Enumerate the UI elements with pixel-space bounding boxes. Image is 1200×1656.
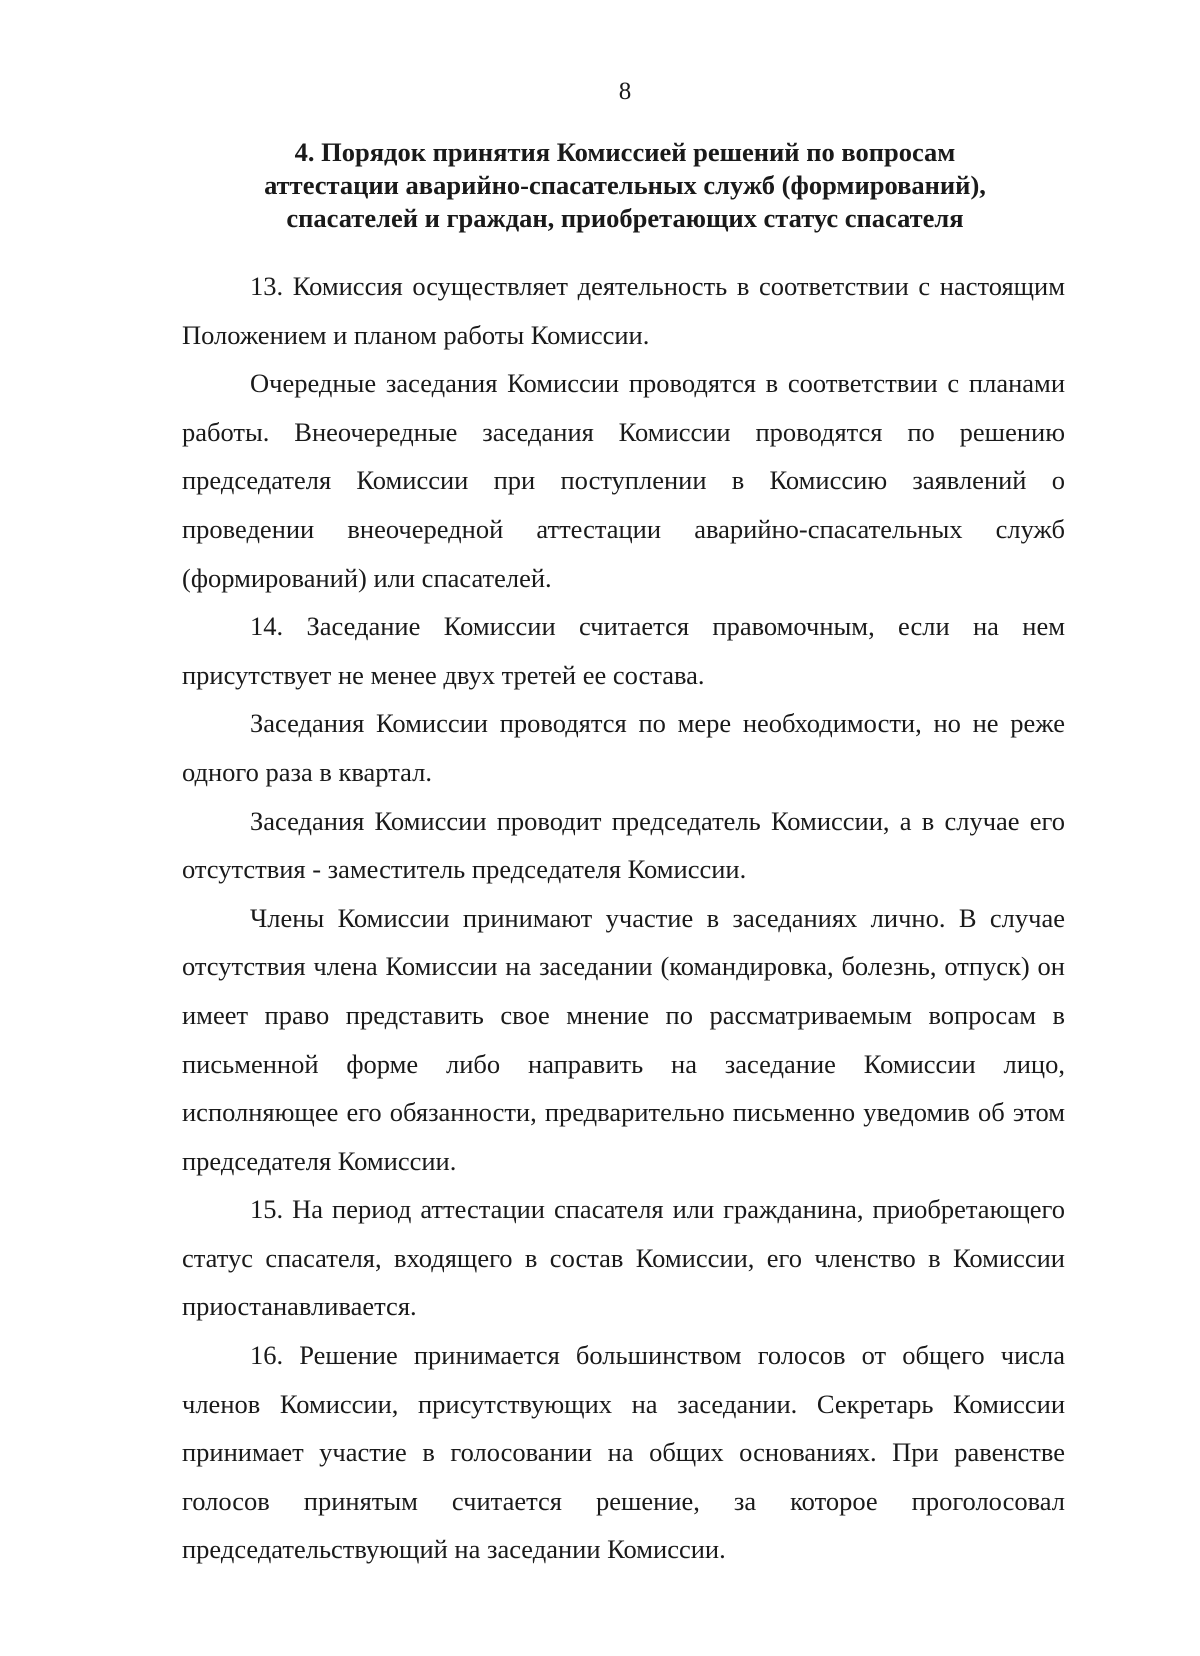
paragraph-15: 15. На период аттестации спасателя или гражданина, приобретающего статус спасателя, входящего в состав Комиссии, его членство в Комиссии приостанавливается.	[182, 1194, 1065, 1322]
paragraph-16: 16. Решение принимается большинством голосов от общего числа членов Комиссии, присутствующих на заседании. Секретарь Комиссии принимает участие в голосовании на общих основаниях. При равенстве голосов принятым считается решение, за которое проголосовал председательствующий на заседании Комиссии.	[182, 1340, 1065, 1565]
page-number: 8	[618, 78, 632, 105]
paragraph-meeting-chair: Заседания Комиссии проводит председатель Комиссии, а в случае его отсутствия - заместитель председателя Комиссии.	[182, 805, 1065, 885]
document-body	[182, 262, 1065, 1574]
paragraph-member-participation: Члены Комиссии принимают участие в заседаниях лично. В случае отсутствия члена Комиссии на заседании (командировка, болезнь, отпуск) он имеет право представить свое мнение по рассматриваемым вопросам в письменной форме либо направить на заседание Комиссии лицо, исполняющее его обязанности, предварительно письменно уведомив об этом председателя Комиссии.	[182, 902, 1065, 1176]
paragraph-13: 13. Комиссия осуществляет деятельность в соответствии с настоящим Положением и планом работы Комиссии.	[182, 271, 1065, 350]
section-heading-line-1: 4. Порядок принятия Комиссией решений по вопросам	[294, 137, 956, 167]
section-heading	[180, 136, 1070, 235]
paragraph-regular-meetings: Очередные заседания Комиссии проводятся в соответствии с планами работы. Внеочередные заседания Комиссии проводятся по решению председателя Комиссии при поступлении в Комиссию заявлений о проведении внеочередной аттестации аварийно-спасательных служб (формирований) или спасателей.	[182, 368, 1065, 593]
paragraph-meeting-frequency: Заседания Комиссии проводятся по мере необходимости, но не реже одного раза в квартал.	[182, 708, 1065, 787]
section-heading-line-2: аттестации аварийно-спасательных служб (формирований),	[264, 170, 986, 200]
section-heading-line-3: спасателей и граждан, приобретающих статус спасателя	[286, 203, 964, 233]
paragraph-14: 14. Заседание Комиссии считается правомочным, если на нем присутствует не менее двух третей ее состава.	[182, 611, 1065, 690]
